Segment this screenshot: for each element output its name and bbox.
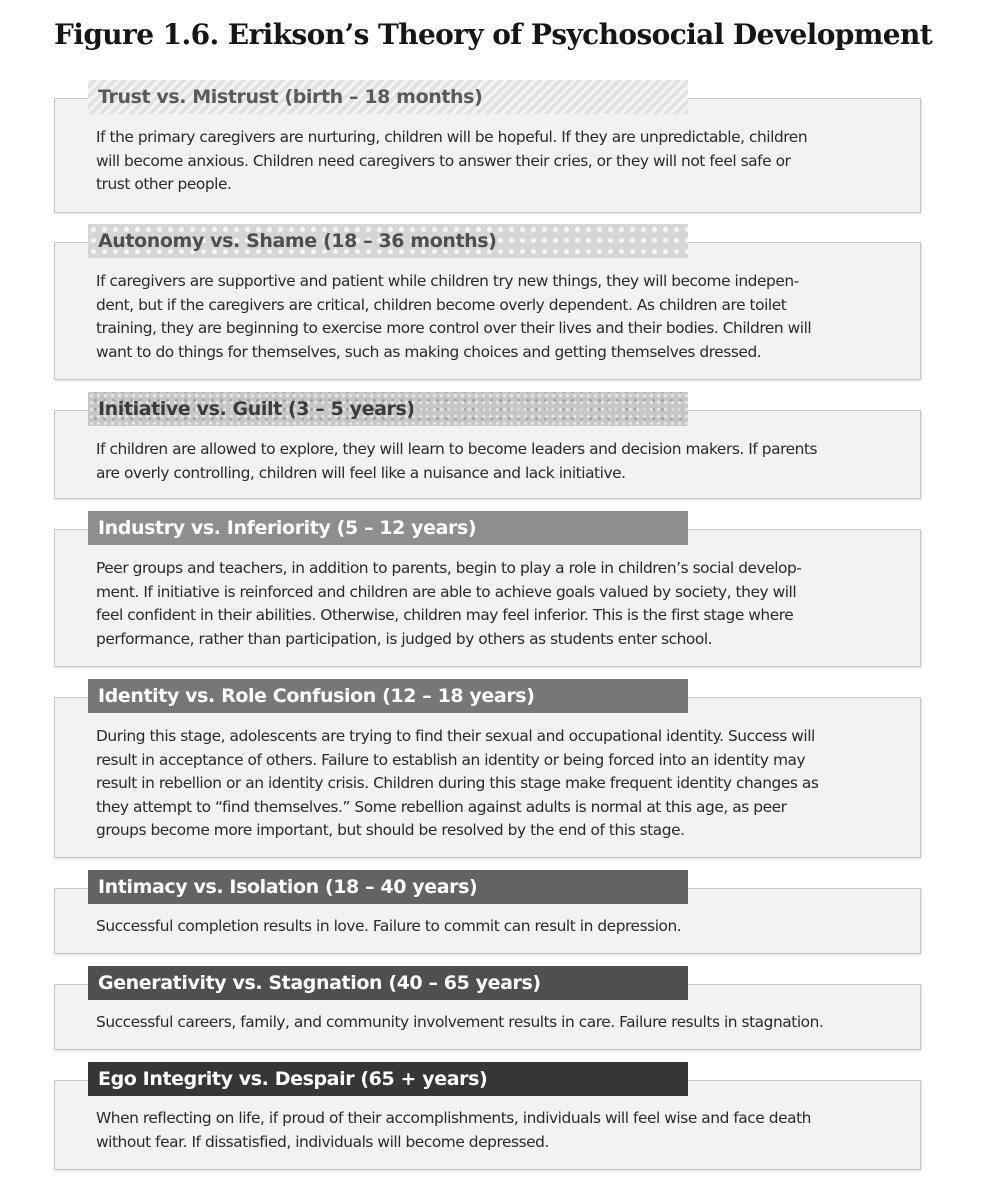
stage-description (96, 915, 913, 939)
stage-industry-vs-inferiority (54, 511, 921, 667)
stage-text-line: Peer groups and teachers, in addition to parents, begin to play a role in children’s social develop- (96, 559, 802, 577)
stage-text-line: If the primary caregivers are nurturing, children will be hopeful. If they are unpredictable, children (96, 128, 808, 146)
stage-text-line: training, they are beginning to exercise more control over their lives and their bodies. Children will (96, 319, 812, 338)
stage-description (96, 126, 913, 197)
stage-text-line: without fear. If dissatisfied, individuals will become depressed. (96, 1132, 549, 1151)
stage-text-line: When reflecting on life, if proud of their accomplishments, individuals will feel wise and face death (96, 1109, 811, 1127)
stage-text-line: During this stage, adolescents are trying to find their sexual and occupational identity. Success will (96, 727, 815, 745)
stage-trust-vs-mistrust (54, 80, 921, 213)
stage-header: Ego Integrity vs. Despair (65 + years) (88, 1062, 688, 1096)
figure-title: Figure 1.6. Erikson’s Theory of Psychosocial Development (54, 18, 933, 51)
stage-description (96, 270, 913, 364)
stage-description (96, 1107, 913, 1154)
stage-text-line: If children are allowed to explore, they will learn to become leaders and decision makers. If parents (96, 440, 818, 458)
stage-autonomy-vs-shame (54, 224, 921, 380)
stage-description (96, 557, 913, 651)
stage-text-line: result in rebellion or an identity crisis. Children during this stage make frequent identity changes as (96, 774, 819, 793)
stage-header: Industry vs. Inferiority (5 – 12 years) (88, 511, 688, 545)
stage-initiative-vs-guilt (54, 392, 921, 499)
stage-ego-integrity-vs-despair (54, 1062, 921, 1170)
stage-text-line: feel confident in their abilities. Otherwise, children may feel inferior. This is the first stage where (96, 606, 794, 625)
stage-header: Identity vs. Role Confusion (12 – 18 years) (88, 679, 688, 713)
stage-header: Generativity vs. Stagnation (40 – 65 years) (88, 966, 688, 1000)
stage-header: Trust vs. Mistrust (birth – 18 months) (88, 80, 688, 114)
stage-header: Initiative vs. Guilt (3 – 5 years) (88, 392, 688, 426)
stage-text-line: ment. If initiative is reinforced and children are able to achieve goals valued by society, they will (96, 582, 797, 601)
stage-description (96, 438, 913, 485)
stage-text-line: Successful completion results in love. Failure to commit can result in depression. (96, 917, 682, 935)
stage-text-line: want to do things for themselves, such as making choices and getting themselves dressed. (96, 342, 762, 361)
stage-generativity-vs-stagnation (54, 966, 921, 1050)
stage-text-line: performance, rather than participation, is judged by others as students enter school. (96, 629, 713, 648)
stage-text-line: trust other people. (96, 175, 232, 194)
stage-text-line: If caregivers are supportive and patient while children try new things, they will become indepen- (96, 272, 799, 290)
stage-identity-vs-role-confusion (54, 679, 921, 858)
stage-description (96, 1011, 913, 1035)
stage-text-line: dent, but if the caregivers are critical, children become overly dependent. As children are toilet (96, 295, 787, 314)
stage-text-line: groups become more important, but should be resolved by the end of this stage. (96, 821, 685, 840)
stage-description (96, 725, 913, 843)
stage-text-line: result in acceptance of others. Failure to establish an identity or being forced into an identity may (96, 750, 806, 769)
stage-text-line: are overly controlling, children will feel like a nuisance and lack initiative. (96, 463, 626, 482)
stage-header: Autonomy vs. Shame (18 – 36 months) (88, 224, 688, 258)
stage-text-line: they attempt to “find themselves.” Some rebellion against adults is normal at this age, as peer (96, 797, 787, 816)
stage-text-line: will become anxious. Children need caregivers to answer their cries, or they will not feel safe or (96, 151, 791, 170)
stage-intimacy-vs-isolation (54, 870, 921, 954)
stage-text-line: Successful careers, family, and community involvement results in care. Failure results in stagnation. (96, 1013, 824, 1031)
stage-header: Intimacy vs. Isolation (18 – 40 years) (88, 870, 688, 904)
